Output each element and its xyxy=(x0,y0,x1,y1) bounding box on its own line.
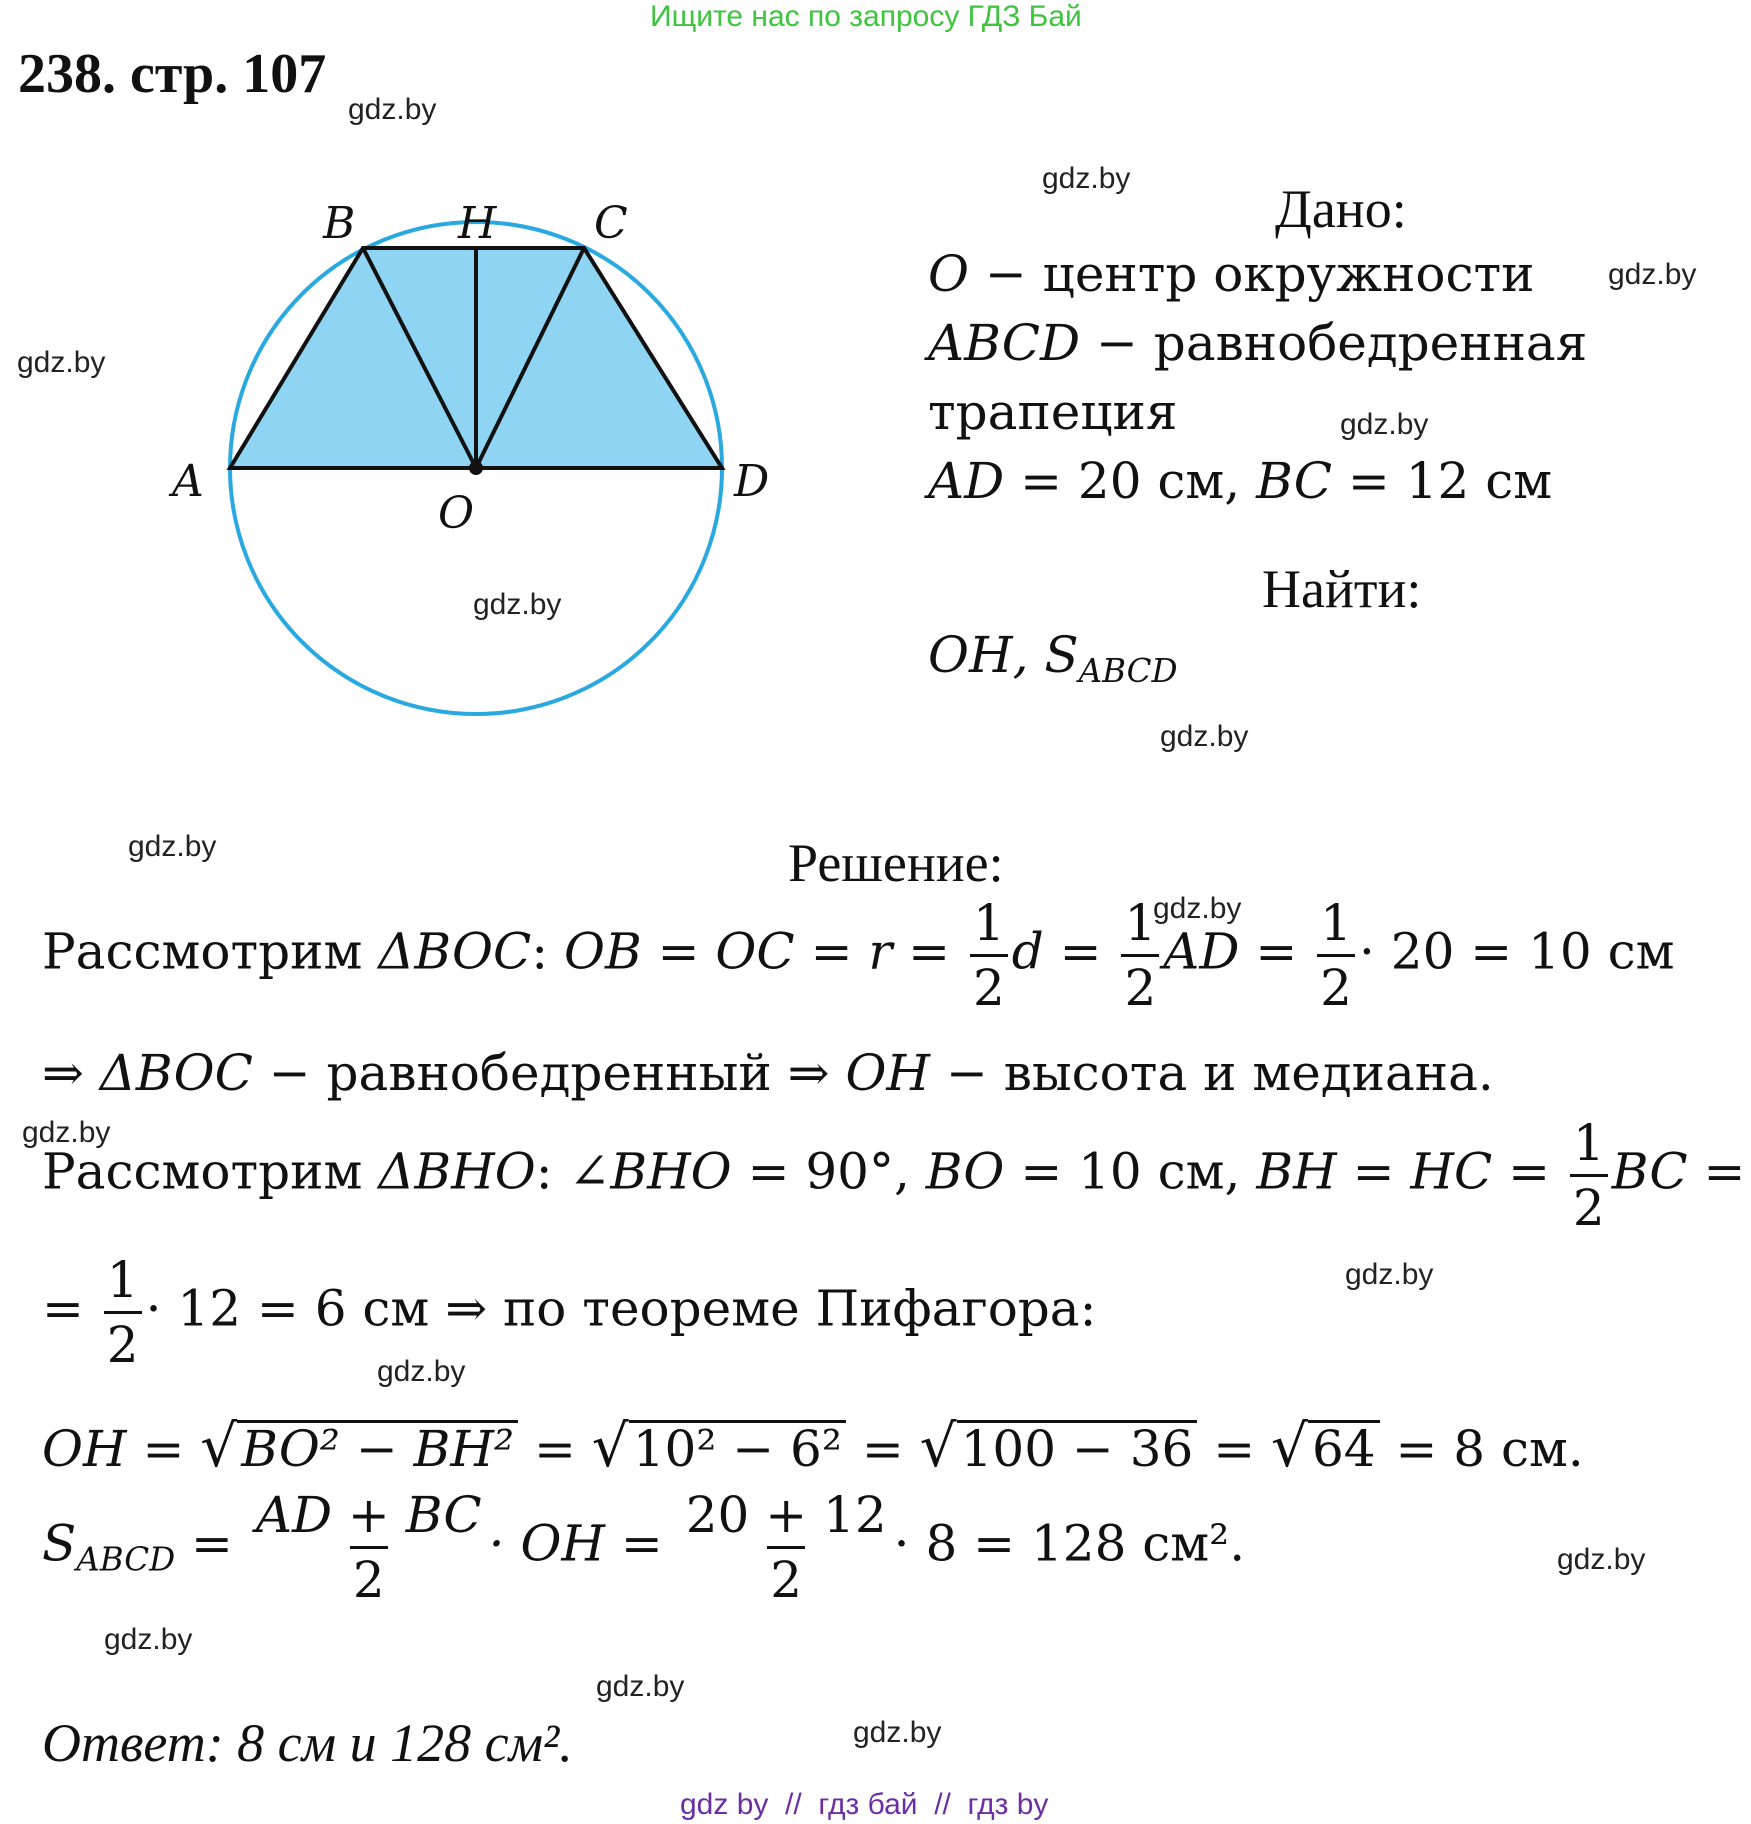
ad-value: = 20 см, xyxy=(1004,452,1257,510)
radicand: 100 − 36 xyxy=(957,1420,1198,1476)
text: − равнобедренный ⇒ xyxy=(252,1044,846,1102)
denominator: 2 xyxy=(970,954,1008,1013)
given-line-2-text: − равнобедренная xyxy=(1080,314,1588,372)
numerator: 1 xyxy=(1320,894,1352,952)
triangle-bho: ΔBHO xyxy=(378,1142,536,1201)
denominator: 2 xyxy=(104,1311,142,1370)
text: = 10 см, xyxy=(1004,1142,1257,1201)
text: Рассмотрим xyxy=(42,1142,379,1201)
equals: = xyxy=(845,1420,920,1478)
text: · 12 = 6 см ⇒ по теореме Пифагора: xyxy=(145,1279,1097,1338)
given-line-lengths xyxy=(928,452,1552,510)
fraction-half xyxy=(1317,894,1355,1017)
sqrt-icon: √ xyxy=(919,1412,957,1480)
watermark: gdz.by xyxy=(1608,258,1697,291)
equals: = xyxy=(42,1279,100,1338)
numerator: 20 + 12 xyxy=(685,1486,887,1544)
watermark: gdz.by xyxy=(348,93,437,126)
find-sub-abcd: ABCD xyxy=(1078,651,1178,690)
problem-title: 238. стр. 107 xyxy=(18,43,327,105)
find-oh-s: OH, S xyxy=(928,626,1079,684)
fraction-half xyxy=(1121,894,1159,1017)
bc-value: = 12 см xyxy=(1332,452,1553,510)
given-line-1-text: − центр окружности xyxy=(969,245,1535,303)
result: = 8 см. xyxy=(1379,1420,1584,1478)
sqrt-icon: √ xyxy=(1271,1412,1308,1480)
watermark: gdz.by xyxy=(1160,720,1249,753)
label-h: H xyxy=(458,198,497,249)
fraction-half xyxy=(970,894,1008,1017)
numerator: AD + BC xyxy=(255,1486,482,1544)
watermark: gdz.by xyxy=(1153,892,1242,925)
given-heading: Дано: xyxy=(1275,179,1407,239)
fraction-half xyxy=(104,1251,142,1374)
watermark: gdz.by xyxy=(596,1670,685,1703)
var-s: S xyxy=(42,1514,77,1573)
equation: BH = HC = xyxy=(1256,1142,1566,1201)
given-line-trapezoid-word: трапеция xyxy=(928,383,1178,441)
solution-line-5 xyxy=(42,1412,1584,1480)
var-bc: BC xyxy=(1256,452,1333,510)
fraction-half xyxy=(1570,1114,1608,1237)
denominator: 2 xyxy=(350,1546,388,1605)
find-heading: Найти: xyxy=(1262,559,1422,619)
solution-heading: Решение: xyxy=(788,833,1004,893)
label-d: D xyxy=(734,456,770,507)
radicand: BO² − BH² xyxy=(237,1420,518,1476)
var-oh: OH xyxy=(845,1044,931,1102)
watermark: gdz.by xyxy=(104,1623,193,1656)
text: Рассмотрим xyxy=(42,922,379,981)
solution-line-2 xyxy=(42,1044,1494,1102)
watermark: gdz.by xyxy=(17,346,106,379)
denominator: 2 xyxy=(1121,954,1159,1013)
watermark: gdz.by xyxy=(22,1116,111,1149)
label-o: O xyxy=(438,488,475,539)
var-abcd: ABCD xyxy=(928,314,1081,372)
numerator: 1 xyxy=(1572,1114,1605,1172)
find-line xyxy=(928,626,1178,690)
search-promo-banner[interactable]: Ищите нас по запросу ГДЗ Бай xyxy=(650,0,1082,33)
text: : xyxy=(535,1142,569,1201)
equation: d = xyxy=(1011,922,1118,981)
given-line-trapezoid xyxy=(928,314,1587,372)
fraction-values xyxy=(683,1486,890,1609)
watermark: gdz.by xyxy=(473,588,562,621)
solution-line-1 xyxy=(42,894,1675,1017)
text: : xyxy=(531,922,565,981)
sqrt-icon: √ xyxy=(200,1412,238,1480)
equation: OB = OC = r = xyxy=(564,922,966,981)
denominator: 2 xyxy=(1317,954,1355,1013)
radicand: 10² − 6² xyxy=(629,1420,846,1476)
var-oh: OH xyxy=(42,1420,127,1478)
equation: AD = xyxy=(1163,922,1314,981)
equals: = xyxy=(1197,1420,1272,1478)
watermark: gdz.by xyxy=(377,1355,466,1388)
var-bo: BO xyxy=(925,1142,1005,1201)
var-bc: BC = xyxy=(1611,1142,1746,1201)
answer-line: Ответ: 8 см и 128 см². xyxy=(42,1713,573,1773)
equals: = xyxy=(175,1514,249,1573)
watermark: gdz.by xyxy=(1042,162,1131,195)
given-line-center xyxy=(928,245,1535,303)
label-a: A xyxy=(172,456,204,507)
equals: = xyxy=(518,1420,592,1478)
var-ad: AD xyxy=(928,452,1005,510)
implies: ⇒ xyxy=(42,1044,100,1102)
denominator: 2 xyxy=(767,1546,805,1605)
triangle-boc: ΔBOC xyxy=(378,922,532,981)
numerator: 1 xyxy=(1124,894,1157,952)
fraction-bases xyxy=(253,1486,485,1609)
radicand: 64 xyxy=(1308,1420,1380,1476)
center-point-o xyxy=(469,461,483,475)
angle-bho: ∠BHO xyxy=(568,1142,732,1201)
times-oh: · OH = xyxy=(488,1514,679,1573)
label-b: B xyxy=(323,198,356,249)
watermark: gdz.by xyxy=(128,830,217,863)
sqrt-icon: √ xyxy=(591,1412,629,1480)
label-c: C xyxy=(594,198,628,249)
result: · 8 = 128 см². xyxy=(893,1514,1246,1573)
equals: = xyxy=(126,1420,201,1478)
numerator: 1 xyxy=(972,894,1005,952)
var-o: O xyxy=(928,245,969,303)
result: · 20 = 10 см xyxy=(1358,922,1675,981)
denominator: 2 xyxy=(1570,1174,1608,1233)
numerator: 1 xyxy=(106,1251,139,1309)
watermark: gdz.by xyxy=(853,1716,942,1749)
footer-links[interactable]: gdz by // гдз бай // гдз by xyxy=(680,1788,1049,1821)
trapezoid-circle-figure xyxy=(150,190,790,750)
watermark: gdz.by xyxy=(1340,408,1429,441)
sub-abcd: ABCD xyxy=(76,1540,176,1579)
solution-line-6 xyxy=(42,1486,1246,1609)
watermark: gdz.by xyxy=(1345,1258,1434,1291)
triangle-boc: ΔBOC xyxy=(99,1044,253,1102)
solution-line-3 xyxy=(42,1114,1746,1237)
watermark: gdz.by xyxy=(1557,1543,1646,1576)
text: − высота и медиана. xyxy=(930,1044,1494,1102)
text: = 90°, xyxy=(731,1142,926,1201)
